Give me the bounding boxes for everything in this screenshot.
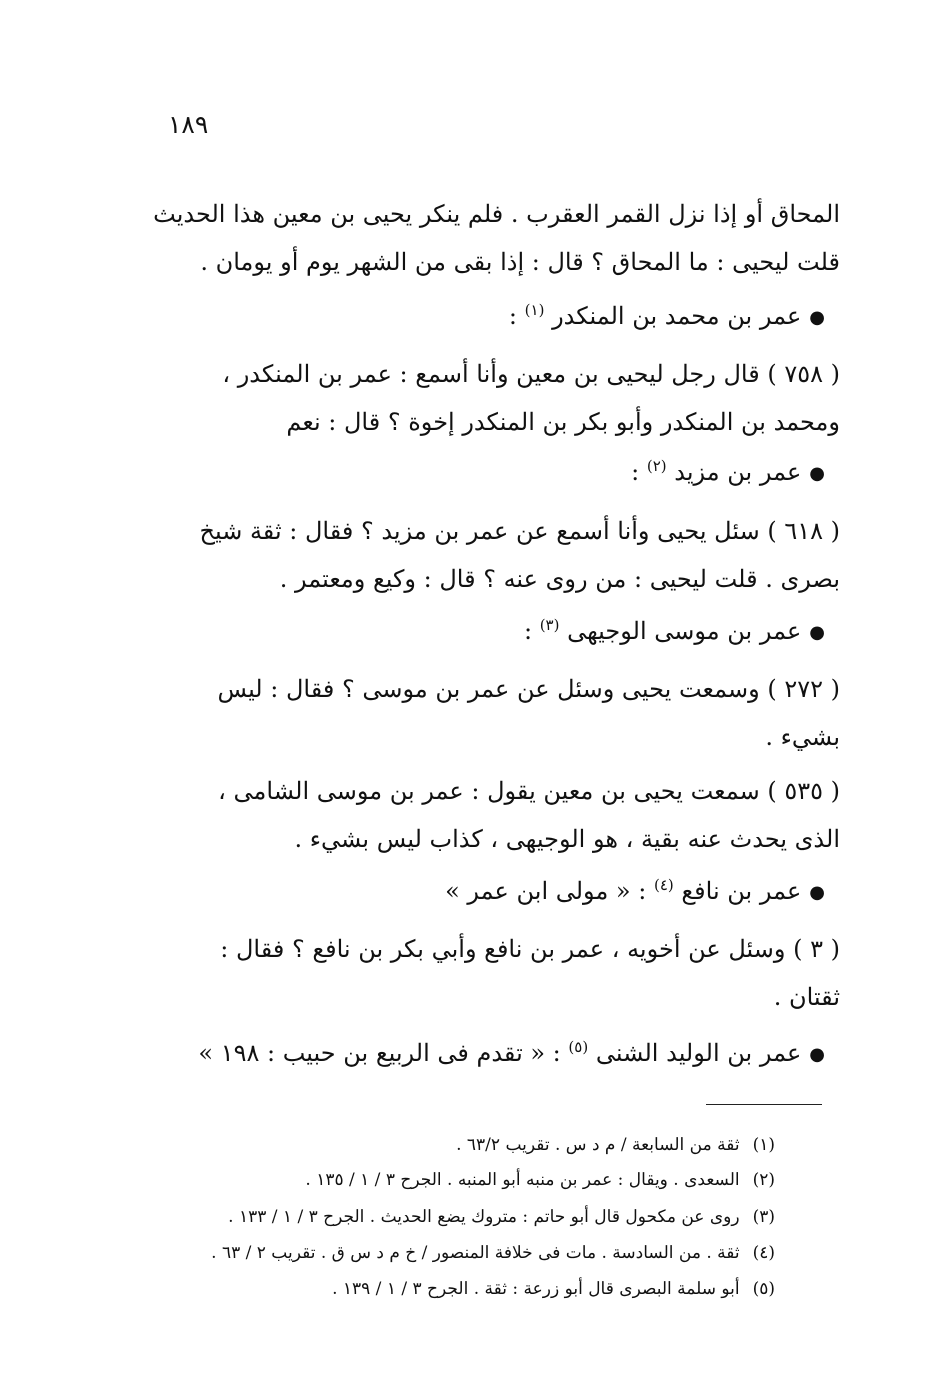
narrator-name: عمر بن محمد بن المنكدر [552,302,802,330]
paragraph [130,190,840,286]
paragraph-line: ( ٥٣٥ ) سمعت يحيى بن معين يقول : عمر بن موسى الشامى ، [218,777,840,805]
narrator-name: عمر بن الوليد الشنى [595,1039,802,1067]
footnote-ref: (٢) [646,457,667,475]
page-number: ١٨٩ [168,110,209,139]
footnote-number: (١) [752,1135,775,1155]
footnote-number: (٣) [752,1207,775,1227]
paragraph-line: ( ٦١٨ ) سئل يحيى وأنا أسمع عن عمر بن مزيد ؟ فقال : ثقة شيخ [199,517,840,545]
narrator-name: عمر بن موسى الوجيهى [567,617,802,645]
paragraph-line: ( ٢٧٢ ) وسمعت يحيى وسئل عن عمر بن موسى ؟ فقال : ليس [217,675,840,703]
narrator-entry [198,1027,825,1075]
entry-suffix: : [523,617,540,645]
paragraph [130,925,840,1021]
narrator-entry [631,446,825,494]
bullet-icon: ● [809,306,825,328]
bullet-icon: ● [809,462,825,484]
footnote-ref: (٤) [653,876,674,894]
entry-suffix: : [508,302,525,330]
footnote-text: السعدى . ويقال : عمر بن منبه أبو المنبه . الجرح ٣ / ١ / ١٣٥ . [305,1170,740,1190]
paragraph-line: ( ٧٥٨ ) قال رجل ليحيى بن معين وأنا أسمع : عمر بن المنكدر ، [222,360,840,388]
narrator-entry [445,865,825,913]
footnote-text: أبو سلمة البصرى قال أبو زرعة : ثقة . الجرح ٣ / ١ / ١٣٩ . [332,1279,740,1299]
footnote [332,1274,775,1304]
entry-suffix: : « تقدم فى الربيع بن حبيب : ١٩٨ » [198,1039,569,1067]
narrator-entry [509,290,825,338]
footnote-number: (٢) [752,1170,775,1190]
footnote-number: (٥) [752,1279,775,1299]
entry-suffix: : « مولى ابن عمر » [445,877,654,905]
paragraph [130,350,840,446]
footnote-number: (٤) [752,1243,775,1263]
paragraph [130,507,840,603]
paragraph-line: قلت ليحيى : ما المحاق ؟ قال : إذا بقى من الشهر يوم أو يومان . [200,248,840,276]
footnote [456,1130,775,1160]
bullet-icon: ● [809,1043,825,1065]
footnote-text: ثقة . من السادسة . مات فى خلافة المنصور / خ م د س ق . تقريب ٢ / ٦٣ . [211,1243,740,1263]
paragraph-line: الذى يحدث عنه بقية ، هو الوجيهى ، كذاب ليس بشيء . [294,825,840,853]
narrator-name: عمر بن نافع [681,877,802,905]
footnote-ref: (٥) [568,1038,589,1056]
paragraph [130,767,840,863]
footnote-text: ثقة من السابعة / م د س . تقريب ٦٣/٢ . [456,1135,740,1155]
footnote [211,1238,775,1268]
paragraph [130,665,840,761]
bullet-icon: ● [809,881,825,903]
entry-suffix: : [631,458,647,486]
narrator-name: عمر بن مزيد [674,458,802,486]
footnote-ref: (٣) [539,616,560,634]
paragraph-line: ( ٣ ) وسئل عن أخويه ، عمر بن نافع وأبي بكر بن نافع ؟ فقال : [220,935,840,963]
footnote-ref: (١) [524,301,545,319]
narrator-entry [524,605,825,653]
footnote-text: روى عن مكحول قال أبو حاتم : متروك يضع الحديث . الجرح ٣ / ١ / ١٣٣ . [228,1207,740,1227]
paragraph-line: بشيء . [765,723,840,751]
paragraph-line: ثقتان . [773,983,840,1011]
footnote-divider [706,1104,822,1105]
paragraph-line: المحاق أو إذا نزل القمر العقرب . فلم ينكر يحيى بن معين هذا الحديث [153,200,840,228]
bullet-icon: ● [809,621,825,643]
footnote [228,1202,775,1232]
paragraph-line: ومحمد بن المنكدر وأبو بكر بن المنكدر إخوة ؟ قال : نعم [286,408,840,436]
paragraph-line: بصرى . قلت ليحيى : من روى عنه ؟ قال : وكيع ومعتمر . [279,565,840,593]
footnote [305,1165,775,1195]
